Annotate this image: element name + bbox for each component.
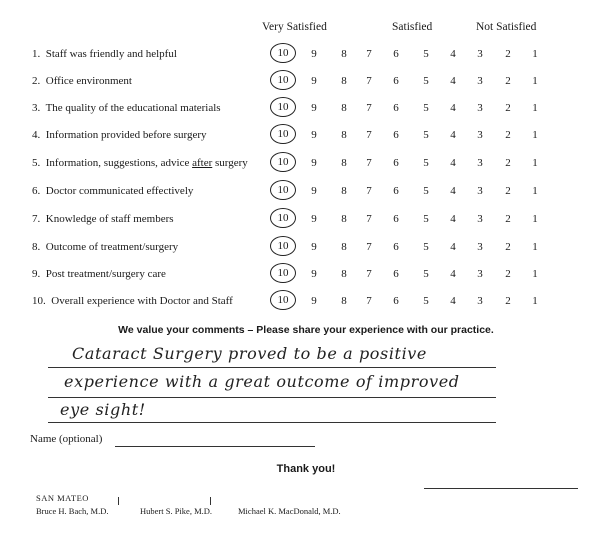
practice-location: SAN MATEO — [36, 493, 89, 503]
thank-you-text: Thank you! — [276, 463, 336, 475]
rating-option[interactable]: 4 — [450, 241, 456, 253]
rating-option[interactable]: 5 — [423, 157, 429, 169]
question-text-part: after — [192, 157, 213, 169]
scale-header-satisfied: Satisfied — [392, 21, 433, 33]
question-number: 10. — [32, 295, 46, 307]
question-text: Information provided before surgery — [45, 129, 207, 141]
rating-option[interactable]: 4 — [450, 48, 456, 60]
rating-option[interactable]: 9 — [311, 157, 317, 169]
rating-option[interactable]: 8 — [341, 185, 347, 197]
rating-option[interactable]: 7 — [366, 268, 372, 280]
question-row — [0, 155, 612, 175]
rating-option[interactable]: 8 — [341, 295, 347, 307]
rating-option[interactable]: 7 — [366, 185, 372, 197]
scale-header-not-satisfied: Not Satisfied — [476, 21, 537, 33]
rating-option[interactable]: 1 — [532, 295, 538, 307]
question-row — [0, 46, 612, 66]
rating-option[interactable]: 6 — [393, 241, 399, 253]
question-row — [0, 266, 612, 286]
rating-option[interactable]: 9 — [311, 129, 317, 141]
question-label — [32, 268, 166, 280]
rating-option[interactable]: 1 — [532, 213, 538, 225]
question-text-part: Information, suggestions, advice — [45, 157, 193, 169]
rating-option[interactable]: 1 — [532, 102, 538, 114]
question-number: 7. — [32, 213, 41, 225]
rating-option[interactable]: 2 — [505, 213, 511, 225]
rating-option[interactable]: 1 — [532, 48, 538, 60]
rating-option[interactable]: 5 — [423, 102, 429, 114]
rating-option[interactable]: 2 — [505, 185, 511, 197]
rating-option[interactable]: 4 — [450, 295, 456, 307]
rating-option[interactable]: 5 — [423, 295, 429, 307]
rating-option[interactable]: 6 — [393, 268, 399, 280]
rating-option[interactable]: 3 — [477, 102, 483, 114]
selected-rating-circle[interactable]: 10 — [270, 97, 296, 117]
doctor-divider-tick-1 — [118, 497, 119, 505]
rating-option[interactable]: 7 — [366, 295, 372, 307]
rating-option[interactable]: 5 — [423, 75, 429, 87]
comment-line-2 — [48, 396, 496, 398]
question-row — [0, 100, 612, 120]
question-text: Post treatment/surgery care — [45, 268, 166, 280]
doctor-divider-tick-2 — [210, 497, 211, 505]
rating-option[interactable]: 2 — [505, 157, 511, 169]
rating-option[interactable]: 8 — [341, 241, 347, 253]
question-number: 9. — [32, 268, 41, 280]
question-number: 6. — [32, 185, 41, 197]
rating-option[interactable]: 3 — [477, 129, 483, 141]
question-label — [32, 75, 132, 87]
rating-option[interactable]: 1 — [532, 268, 538, 280]
rating-option[interactable]: 4 — [450, 185, 456, 197]
question-number: 8. — [32, 241, 41, 253]
rating-option[interactable]: 5 — [423, 213, 429, 225]
comment-handwriting-2: experience with a great outcome of improved — [64, 372, 460, 391]
question-number: 1. — [32, 48, 41, 60]
rating-option[interactable]: 4 — [450, 129, 456, 141]
question-text: Office environment — [45, 75, 132, 87]
rating-option[interactable]: 8 — [341, 48, 347, 60]
rating-option[interactable]: 8 — [341, 268, 347, 280]
rating-option[interactable]: 7 — [366, 75, 372, 87]
rating-option[interactable]: 9 — [311, 295, 317, 307]
question-row — [0, 293, 612, 313]
question-text: Staff was friendly and helpful — [45, 48, 177, 60]
question-label — [32, 241, 178, 253]
question-text: The quality of the educational materials — [45, 102, 221, 114]
rating-option[interactable]: 1 — [532, 157, 538, 169]
question-number: 3. — [32, 102, 41, 114]
question-number: 2. — [32, 75, 41, 87]
comment-line-3 — [48, 421, 496, 423]
name-label: Name (optional) — [30, 433, 103, 445]
question-text-part: surgery — [212, 157, 248, 169]
rating-option[interactable]: 6 — [393, 75, 399, 87]
rating-option[interactable]: 9 — [311, 241, 317, 253]
rating-option[interactable]: 1 — [532, 75, 538, 87]
question-row — [0, 127, 612, 147]
rating-option[interactable]: 9 — [311, 213, 317, 225]
rating-option[interactable]: 7 — [366, 157, 372, 169]
rating-option[interactable]: 2 — [505, 268, 511, 280]
rating-option[interactable]: 2 — [505, 102, 511, 114]
rating-option[interactable]: 5 — [423, 241, 429, 253]
question-number: 5. — [32, 157, 41, 169]
rating-option[interactable]: 4 — [450, 213, 456, 225]
footer-signature-line — [424, 488, 578, 489]
rating-option[interactable]: 8 — [341, 75, 347, 87]
rating-option[interactable]: 7 — [366, 241, 372, 253]
question-row — [0, 183, 612, 203]
rating-option[interactable]: 6 — [393, 213, 399, 225]
question-text: Knowledge of staff members — [45, 213, 174, 225]
rating-option[interactable]: 6 — [393, 157, 399, 169]
selected-rating-circle[interactable]: 10 — [270, 70, 296, 90]
question-row — [0, 211, 612, 231]
rating-option[interactable]: 9 — [311, 75, 317, 87]
rating-option[interactable]: 8 — [341, 102, 347, 114]
rating-option[interactable]: 9 — [311, 268, 317, 280]
rating-option[interactable]: 3 — [477, 157, 483, 169]
rating-option[interactable]: 3 — [477, 75, 483, 87]
rating-option[interactable]: 2 — [505, 241, 511, 253]
rating-option[interactable]: 6 — [393, 185, 399, 197]
rating-option[interactable]: 2 — [505, 295, 511, 307]
rating-option[interactable]: 3 — [477, 295, 483, 307]
rating-option[interactable]: 2 — [505, 75, 511, 87]
question-label — [32, 295, 233, 307]
rating-option[interactable]: 4 — [450, 102, 456, 114]
comment-handwriting-1: Cataract Surgery proved to be a positive — [72, 344, 427, 363]
selected-rating-circle[interactable]: 10 — [270, 43, 296, 63]
question-label — [32, 185, 193, 197]
rating-option[interactable]: 2 — [505, 48, 511, 60]
rating-option[interactable]: 6 — [393, 295, 399, 307]
rating-option[interactable]: 4 — [450, 75, 456, 87]
question-label — [32, 213, 174, 225]
rating-option[interactable]: 6 — [393, 48, 399, 60]
selected-rating-circle[interactable]: 10 — [270, 124, 296, 144]
rating-option[interactable]: 7 — [366, 213, 372, 225]
comment-line-1 — [48, 366, 496, 368]
rating-option[interactable]: 1 — [532, 241, 538, 253]
rating-option[interactable]: 7 — [366, 48, 372, 60]
rating-option[interactable]: 4 — [450, 157, 456, 169]
rating-option[interactable]: 6 — [393, 102, 399, 114]
rating-option[interactable]: 3 — [477, 268, 483, 280]
selected-rating-circle[interactable]: 10 — [270, 152, 296, 172]
rating-option[interactable]: 5 — [423, 268, 429, 280]
rating-option[interactable]: 6 — [393, 129, 399, 141]
rating-option[interactable]: 1 — [532, 129, 538, 141]
scale-header-very-satisfied: Very Satisfied — [262, 21, 327, 33]
comment-handwriting-3: eye sight! — [60, 400, 146, 419]
question-label — [32, 48, 177, 60]
rating-option[interactable]: 5 — [423, 185, 429, 197]
question-number: 4. — [32, 129, 41, 141]
selected-rating-circle[interactable]: 10 — [270, 180, 296, 200]
doctor-name-1: Bruce H. Bach, M.D. — [36, 506, 109, 516]
rating-option[interactable]: 1 — [532, 185, 538, 197]
rating-option[interactable]: 3 — [477, 213, 483, 225]
question-text: Outcome of treatment/surgery — [45, 241, 179, 253]
question-label — [32, 129, 207, 141]
rating-option[interactable]: 2 — [505, 129, 511, 141]
question-row — [0, 73, 612, 93]
selected-rating-circle[interactable]: 10 — [270, 263, 296, 283]
rating-option[interactable]: 8 — [341, 129, 347, 141]
selected-rating-circle[interactable]: 10 — [270, 208, 296, 228]
name-field[interactable] — [115, 446, 315, 447]
rating-option[interactable]: 8 — [341, 157, 347, 169]
rating-option[interactable]: 3 — [477, 241, 483, 253]
rating-option[interactable]: 5 — [423, 129, 429, 141]
question-label — [32, 157, 248, 169]
rating-option[interactable]: 3 — [477, 185, 483, 197]
rating-option[interactable]: 9 — [311, 102, 317, 114]
question-text: Doctor communicated effectively — [45, 185, 194, 197]
rating-option[interactable]: 3 — [477, 48, 483, 60]
question-label — [32, 102, 221, 114]
rating-option[interactable]: 5 — [423, 48, 429, 60]
rating-option[interactable]: 7 — [366, 129, 372, 141]
rating-option[interactable]: 4 — [450, 268, 456, 280]
selected-rating-circle[interactable]: 10 — [270, 236, 296, 256]
doctor-name-3: Michael K. MacDonald, M.D. — [238, 506, 341, 516]
comments-prompt: We value your comments – Please share your experience with our practice. — [118, 324, 494, 336]
rating-option[interactable]: 9 — [311, 48, 317, 60]
selected-rating-circle[interactable]: 10 — [270, 290, 296, 310]
question-text: Overall experience with Doctor and Staff — [51, 295, 233, 307]
rating-option[interactable]: 9 — [311, 185, 317, 197]
rating-option[interactable]: 8 — [341, 213, 347, 225]
rating-option[interactable]: 7 — [366, 102, 372, 114]
question-row — [0, 239, 612, 259]
doctor-name-2: Hubert S. Pike, M.D. — [140, 506, 213, 516]
